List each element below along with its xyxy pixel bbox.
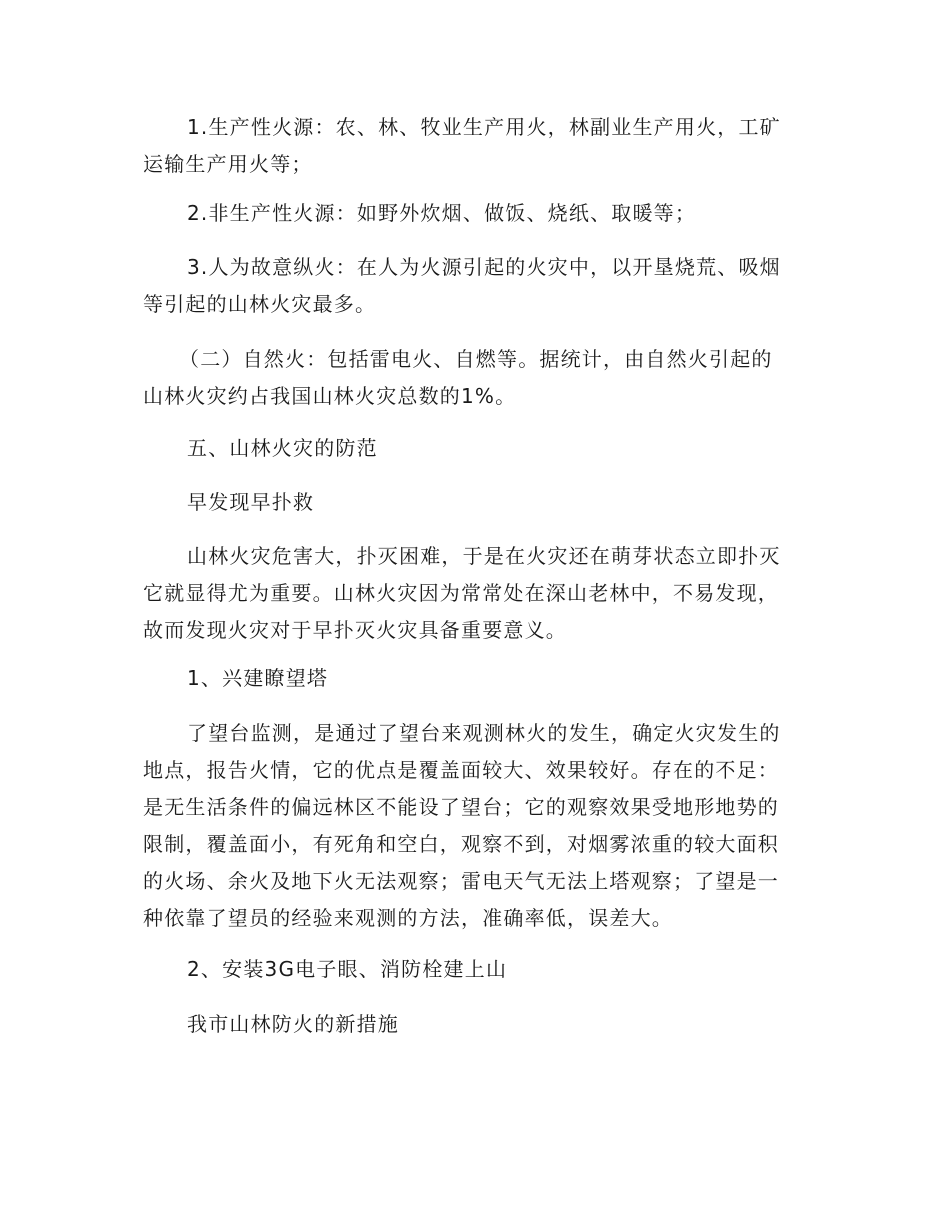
paragraph-early-detection-body — [143, 538, 795, 649]
section-heading-prevention — [143, 430, 795, 467]
text-line: 3.人为故意纵火：在人为火源引起的火灾中，以开垦烧荒、吸烟 — [187, 255, 781, 279]
text-line: 2、安装3G电子眼、消防栓建上山 — [187, 957, 508, 981]
text-line: 山林火灾约占我国山林火灾总数的1%。 — [143, 384, 517, 408]
text-line: （二）自然火：包括雷电火、自燃等。据统计，由自然火引起的 — [179, 347, 773, 371]
subheading-early-detection — [143, 484, 795, 521]
text-line: 1、兴建瞭望塔 — [187, 666, 329, 690]
paragraph-non-productive-fire-source — [143, 195, 795, 232]
text-line: 是无生活条件的偏远林区不能设了望台；它的观察效果受地形地势的 — [143, 795, 779, 819]
text-line: 五、山林火灾的防范 — [187, 436, 378, 460]
text-line: 种依靠了望员的经验来观测的方法，准确率低，误差大。 — [143, 906, 673, 930]
text-line: 了望台监测，是通过了望台来观测林火的发生，确定火灾发生的 — [187, 721, 781, 745]
text-line: 等引起的山林火灾最多。 — [143, 292, 377, 316]
text-line: 1.生产性火源：农、林、牧业生产用火，林副业生产用火，工矿 — [187, 115, 781, 139]
paragraph-productive-fire-source — [143, 109, 795, 183]
subheading-3g-camera — [143, 951, 795, 988]
subheading-watchtower — [143, 660, 795, 697]
text-line: 的火场、余火及地下火无法观察；雷电天气无法上塔观察；了望是一 — [143, 869, 779, 893]
text-line: 运输生产用火等； — [143, 152, 313, 176]
text-line: 山林火灾危害大，扑灭困难，于是在火灾还在萌芽状态立即扑灭 — [187, 544, 781, 568]
text-line: 地点，报告火情，它的优点是覆盖面较大、效果较好。存在的不足： — [143, 758, 779, 782]
text-line: 故而发现火灾对于早扑灭火灾具备重要意义。 — [143, 618, 567, 642]
text-line: 它就显得尤为重要。山林火灾因为常常处在深山老林中，不易发现， — [143, 581, 779, 605]
subheading-new-measures — [143, 1006, 795, 1043]
text-line: 我市山林防火的新措施 — [187, 1012, 399, 1036]
text-line: 2.非生产性火源：如野外炊烟、做饭、烧纸、取暖等； — [187, 201, 697, 225]
text-line: 限制，覆盖面小，有死角和空白，观察不到，对烟雾浓重的较大面积 — [143, 832, 779, 856]
paragraph-watchtower-body — [143, 715, 795, 937]
paragraph-natural-fire — [143, 341, 795, 415]
paragraph-arson — [143, 249, 795, 323]
text-line: 早发现早扑救 — [187, 490, 315, 514]
